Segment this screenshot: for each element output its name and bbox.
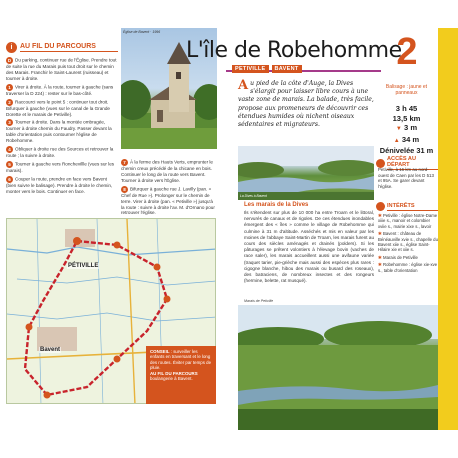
route-step bbox=[6, 99, 118, 118]
step-text: Obliquer à droite rue des Sources et retrouver la route ; la suivre à droite. bbox=[6, 146, 114, 159]
altitude-min-value: 3 m bbox=[403, 123, 418, 133]
route-step bbox=[6, 146, 118, 159]
route-step bbox=[6, 161, 118, 174]
altitude-max-value: 34 m bbox=[401, 134, 420, 144]
step-marker: 2 bbox=[6, 99, 13, 106]
duration-value: 3 h 45 bbox=[395, 104, 418, 113]
step-text: Du parking, continuer rue de l'Église. Prendre tout de suite la rue du Marais puis tout droit sur le chemin des Marais. Franchir le Saint-Laurent (ruisseau) et tourner à droite. bbox=[6, 57, 117, 81]
advice-extra-label: AU FIL DU PARCOURS bbox=[150, 370, 198, 376]
route-heading bbox=[6, 40, 118, 54]
interests-list bbox=[378, 213, 438, 275]
step-text: À la ferme des Hauts Verts, emprunter le chemin creux précédé de la chicane en bois. Continuer le long de la route vers Bavent. Tourner à droite vers l'Église. bbox=[121, 159, 213, 183]
intro-text bbox=[238, 80, 374, 129]
interest-item bbox=[378, 255, 438, 260]
walk-stats bbox=[377, 104, 436, 156]
commune-tag: PETIVILLE bbox=[232, 65, 269, 73]
interests-heading bbox=[376, 202, 438, 211]
step-text: Couper la route, prendre en face vers Bavent (bien suivre le balisage). Prendre à droite le chemin, monter vers le bois. Continuer en face. bbox=[6, 176, 113, 194]
altitude-min bbox=[377, 123, 436, 135]
distance bbox=[377, 114, 436, 124]
river-illustration bbox=[238, 146, 374, 200]
route-step bbox=[6, 119, 118, 144]
marsh-photo-caption: Marais de Petiville bbox=[244, 299, 274, 303]
step-text: Virer à droite. À la route, tourner à gauche (sans traverser la D 224) : rester sur le bas-côté. bbox=[6, 84, 114, 96]
section-text: Ils s'étendent sur plus de 10 000 ha entre Troarn et le littoral, nervurés de canaux et de rigoles. De ces étendues inondables émergent des « îles » comme le village de Robehomme qui culmine à 31 m d'altitude. Asséchés et mis en valeur par les moines de l'abbaye Saint-Martin de Troarn, les marais furent au cours des siècles aménagés et drainés (polders). Si les pâturages se prêtent volontiers à l'élevage bovin (vaches de race saler), les marais accueillent aussi une avifaune variée (traquet tarier, pie-grièche mais aussi des espèces plus rares : cigogne blanche, hibou des marais ou busard des roseaux), des batraciens, de nombreux insectes et des rongeurs (hermine, belette, rat musqué). bbox=[244, 210, 374, 284]
altitude-max bbox=[377, 135, 436, 147]
page-title: L'île de Robehomme bbox=[186, 38, 402, 63]
step-text: Tourner à droite. Dans la montée ombragée, tourner à droite chemin du Faudry. Passer devant la table d'orientation puis contourner l'église de Robehomme. bbox=[6, 120, 112, 144]
commune-tag: BAVENT bbox=[272, 65, 302, 73]
down-arrow-icon: ▼ bbox=[395, 126, 402, 133]
marsh-photo bbox=[238, 305, 438, 430]
info-icon: i bbox=[6, 42, 17, 53]
advice-text: : surveiller les enfants en traversant et le long des routes. Éviter par temps de pluie. bbox=[150, 349, 212, 371]
access-text: Petiville, à 16 km au nord-ouest de Caen par les D 513 et 95A. Se garer devant l'église. bbox=[378, 167, 434, 189]
interest-item bbox=[378, 213, 438, 229]
step-text: Bifurquer à gauche rue J. Lavilly (pan. « Chef de Rue »). Prolonger sur le chemin de terre. Virer à droite (pan. « Petiville ») jusqu'à la route : suivre à droite l'av. M. d'Ornano pour retrouver l'église. bbox=[121, 186, 215, 216]
route-step bbox=[6, 84, 118, 97]
interest-item bbox=[378, 262, 438, 273]
star-icon: ✱ bbox=[378, 231, 382, 237]
interest-text: Petiville : église Notre-Dame xiiie s., manoir et colombier xviie s., mairie xixe s., lavoir bbox=[378, 213, 438, 229]
interest-item bbox=[378, 231, 438, 253]
route-step bbox=[121, 186, 217, 217]
route-heading-label: AU FIL DU PARCOURS bbox=[20, 43, 118, 52]
step-marker: 5 bbox=[6, 161, 13, 168]
step-text: Raccourci vers le point 5 : continuer tout droit. Bifurquer à gauche (vues sur le canal de la Grande Dorette et le marais de Petiville). bbox=[6, 99, 110, 117]
elevation-gain bbox=[377, 146, 436, 156]
color-stripe bbox=[438, 28, 458, 430]
step-marker: 4 bbox=[6, 146, 13, 153]
map-place-label: Bavent bbox=[40, 347, 61, 353]
elevation-gain-value: 31 m bbox=[416, 146, 434, 156]
eye-icon bbox=[376, 202, 385, 211]
star-icon: ✱ bbox=[378, 254, 382, 260]
interest-text: Marais de Petiville bbox=[382, 254, 418, 260]
river-photo bbox=[238, 146, 374, 200]
interest-text: Robehomme : église xie-xve s., table d'orientation bbox=[378, 262, 438, 273]
star-icon: ✱ bbox=[378, 262, 382, 268]
interests-heading-label: INTÉRÊTS bbox=[387, 203, 438, 211]
church-photo-caption: Église de Bavent · 1996 bbox=[123, 30, 161, 34]
step-marker: 8 bbox=[121, 186, 128, 193]
map-place-label: PÉTIVILLE bbox=[68, 263, 99, 269]
river-photo-caption: La Dives à Bavent bbox=[240, 194, 267, 198]
access-heading-label: ACCÈS AU DÉPART bbox=[387, 156, 438, 170]
step-marker: 7 bbox=[121, 159, 128, 166]
step-marker: 1 bbox=[6, 84, 13, 91]
commune-tags bbox=[232, 65, 302, 73]
advice-extra-text: boulangerie à Bavent. bbox=[150, 376, 193, 382]
marsh-illustration bbox=[238, 305, 438, 430]
step-text: Tourner à gauche vers Ronchevillle (vues sur les marais). bbox=[6, 161, 115, 174]
walk-number: 2 bbox=[396, 31, 418, 73]
advice-label: CONSEIL bbox=[150, 349, 170, 354]
route-steps-continued bbox=[121, 159, 217, 218]
route-steps bbox=[6, 57, 118, 197]
elevation-gain-label: Dénivelée bbox=[379, 146, 415, 156]
intro-body: u pied de la côte d'Auge, la Dives s'élargit pour laisser libre cours à une vaste zone de marais. La balade, très facile, propose aux promeneurs de découvrir ces étendues humides où nichent oiseaux sédentaires et migrateurs. bbox=[238, 80, 374, 129]
step-marker: D bbox=[7, 58, 12, 63]
advice-box bbox=[146, 346, 216, 404]
dropcap: A bbox=[238, 78, 249, 93]
interest-text: Bavent : château de Bénéauville xvie s., chapelle du Bavent xiie s., église Saint-Hilaire xie et xiie s. bbox=[378, 231, 438, 253]
star-icon: ✱ bbox=[378, 213, 382, 218]
step-marker: 6 bbox=[6, 176, 13, 183]
route-step bbox=[6, 176, 118, 195]
route-step bbox=[121, 159, 217, 184]
up-arrow-icon: ▲ bbox=[393, 137, 400, 144]
waymark-info: Balisage : jaune et panneaux bbox=[385, 84, 428, 96]
distance-value: 13,5 km bbox=[392, 113, 421, 123]
duration bbox=[377, 104, 436, 114]
section-title: Les marais de la Dives bbox=[244, 202, 309, 208]
step-marker: 3 bbox=[6, 119, 13, 126]
route-step bbox=[6, 57, 118, 82]
